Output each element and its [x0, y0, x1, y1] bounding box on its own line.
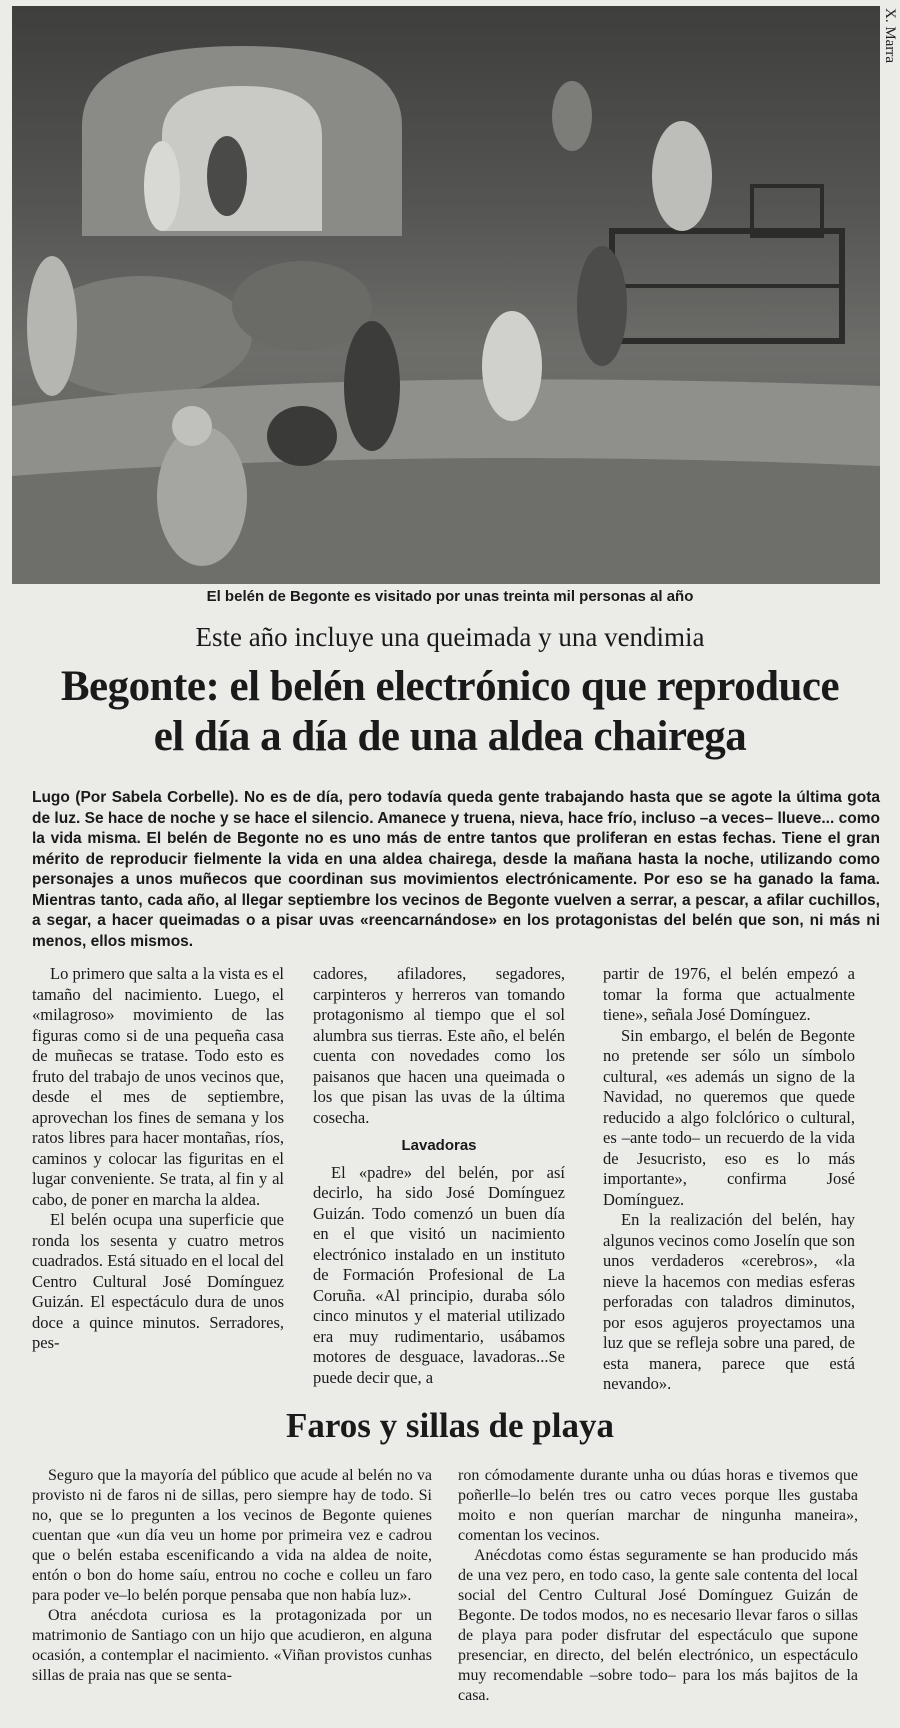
nativity-scene-photo [12, 6, 880, 584]
headline [20, 662, 880, 762]
figure [267, 406, 337, 466]
article-column-3 [603, 964, 855, 1395]
figure [577, 246, 627, 366]
headline-line: el día a día de una aldea chairega [153, 713, 747, 760]
subheading: Lavadoras [401, 1137, 477, 1154]
paragraph: Seguro que la mayoría del público que acude al belén no va provisto ni de faros ni de sillas, pero siempre hay de todo. Si no, que se lo pregunten a los vecinos de Begonte quienes cuentan que «un día veu un home por primeira vez e cadrou que o belén estaba escenificando a vida na aldea de noite, entón o bon do home saíu, entrou no coche e colleu un faro para poder ve–lo belén porque pensaba que non había luz». [32, 1467, 432, 1604]
photo-caption: El belén de Begonte es visitado por unas treinta mil personas al año [206, 588, 694, 605]
figure [344, 321, 400, 451]
paragraph: Otra anécdota curiosa es la protagonizada por un matrimonio de Santiago con un hijo que acudieron, en alguna ocasión, a contemplar el nacimiento. «Viñan provistos cunhas sillas de praia nas que se senta- [32, 1607, 432, 1684]
sidebar-column-2 [458, 1466, 858, 1706]
paragraph: El «padre» del belén, por así decirlo, ha sido José Domínguez Guizán. Todo comenzó un buen día en el que visitó un nacimiento electrónico instalado en un instituto de Formación Profesional de La Coruña. «Al principio, duraba sólo cinco minutos y el material utilizado era muy rudimentario, usábamos motores de desguace, lavadoras...Se puede decir que, a [313, 1162, 565, 1387]
photo-illustration [12, 6, 880, 584]
paragraph: partir de 1976, el belén empezó a tomar la forma que actualmente tiene», señala José Domínguez. [603, 964, 855, 1024]
headline-line: Begonte: el belén electrónico que reproduce [60, 663, 840, 710]
grass [12, 458, 880, 584]
paragraph: Lo primero que salta a la vista es el tamaño del nacimiento. Luego, el «milagroso» movimiento de las figuras como si de una pequeña casa de muñecas se tratase. Todo esto es fruto del trabajo de unos vecinos que, desde el mes de septiembre, aprovechan los fines de semana y los ratos libres para hacer montañas, ríos, caminos y colocar las figuritas en el lugar conveniente. Se trata, al fin y al cabo, de poner en marcha la aldea. [32, 964, 284, 1209]
paragraph: El belén ocupa una superficie que ronda los sesenta y cuatro metros cuadrados. Está situado en el local del Centro Cultural José Domínguez Guizán. El espectáculo dura de unos doce a quince minutos. Serradores, pes- [32, 1210, 284, 1352]
paragraph: Sin embargo, el belén de Begonte no pretende ser sólo un símbolo cultural, «es además un signo de la Navidad, no queremos que quede reducido a algo folclórico o cultural, es –ante todo– un recuerdo de la vida de Jesucristo, eso es lo más importante», confirma José Domínguez. [603, 1025, 855, 1209]
figure [552, 81, 592, 151]
article-column-1 [32, 964, 284, 1354]
rock [232, 261, 372, 351]
kicker: Este año incluye una queimada y una vendimia [195, 622, 705, 652]
paragraph: Anécdotas como éstas seguramente se han producido más de una vez pero, en todo caso, la gente sale contenta del local social del Centro Cultural José Domínguez Guizán de Begonte. De todos modos, no es necesario llevar faros o sillas de playa para poder disfrutar del espectáculo que supone presenciar, en directo, del belén electrónico, un espectáculo muy recomendable –sobre todo– para los más bajitos de la casa. [458, 1547, 858, 1704]
paragraph: En la realización del belén, hay algunos vecinos como Joselín que son unos verdaderos «cerebros», «la nieve la hacemos con medias esferas perforadas con taladros diminutos, por esos agujeros proyectamos una luz que se refleja sobre una pared, de esta manera, parece que está nevando». [603, 1210, 855, 1393]
lead-paragraph: Lugo (Por Sabela Corbelle). No es de día, pero todavía queda gente trabajando hasta que se agote la última gota de luz. Se hace de noche y se hace el silencio. Amanece y truena, nieva, hace frío, incluso –a veces– llueve... como la vida misma. El belén de Begonte no es uno más de entre tantos que proliferan en estas fechas. Tiene el gran mérito de reproducir fielmente la vida en una aldea chairega, desde la mañana hasta la noche, utilizando como personajes a unos muñecos que coordinan sus movimientos electrónicamente. Por eso se ha ganado la fama. Mientras tanto, cada año, al llegar septiembre los vecinos de Begonte vuelven a serrar, a pescar, a afilar cuchillos, a segar, a hacer queimadas o a pisar uvas «reencarnándose» en los protagonistas del belén que son, ni más ni menos, ellos mismos. [32, 789, 880, 950]
kneeling-figure [157, 426, 247, 566]
sidebar-title: Faros y sillas de playa [285, 1406, 614, 1445]
sidebar-column-1 [32, 1466, 432, 1686]
figure [27, 256, 77, 396]
figure [482, 311, 542, 421]
photo-credit: X. Marra [882, 8, 898, 63]
paragraph: cadores, afiladores, segadores, carpinteros y herreros van tomando protagonismo al tiempo que el sol alumbra sus tierras. Este año, el belén cuenta con novedades como los paisanos que hacen una queimada o los que pisan las uvas de la última cosecha. [313, 964, 565, 1127]
article-column-2 [313, 964, 565, 1388]
figure [207, 136, 247, 216]
figure [652, 121, 712, 231]
angel-figure [144, 141, 180, 231]
paragraph: ron cómodamente durante unha ou dúas horas e tivemos que poñerlle–lo belén tres ou catro veces porque lles gustaba moito e non querían marchar de ningunha maneira», comentan los vecinos. [458, 1467, 858, 1544]
